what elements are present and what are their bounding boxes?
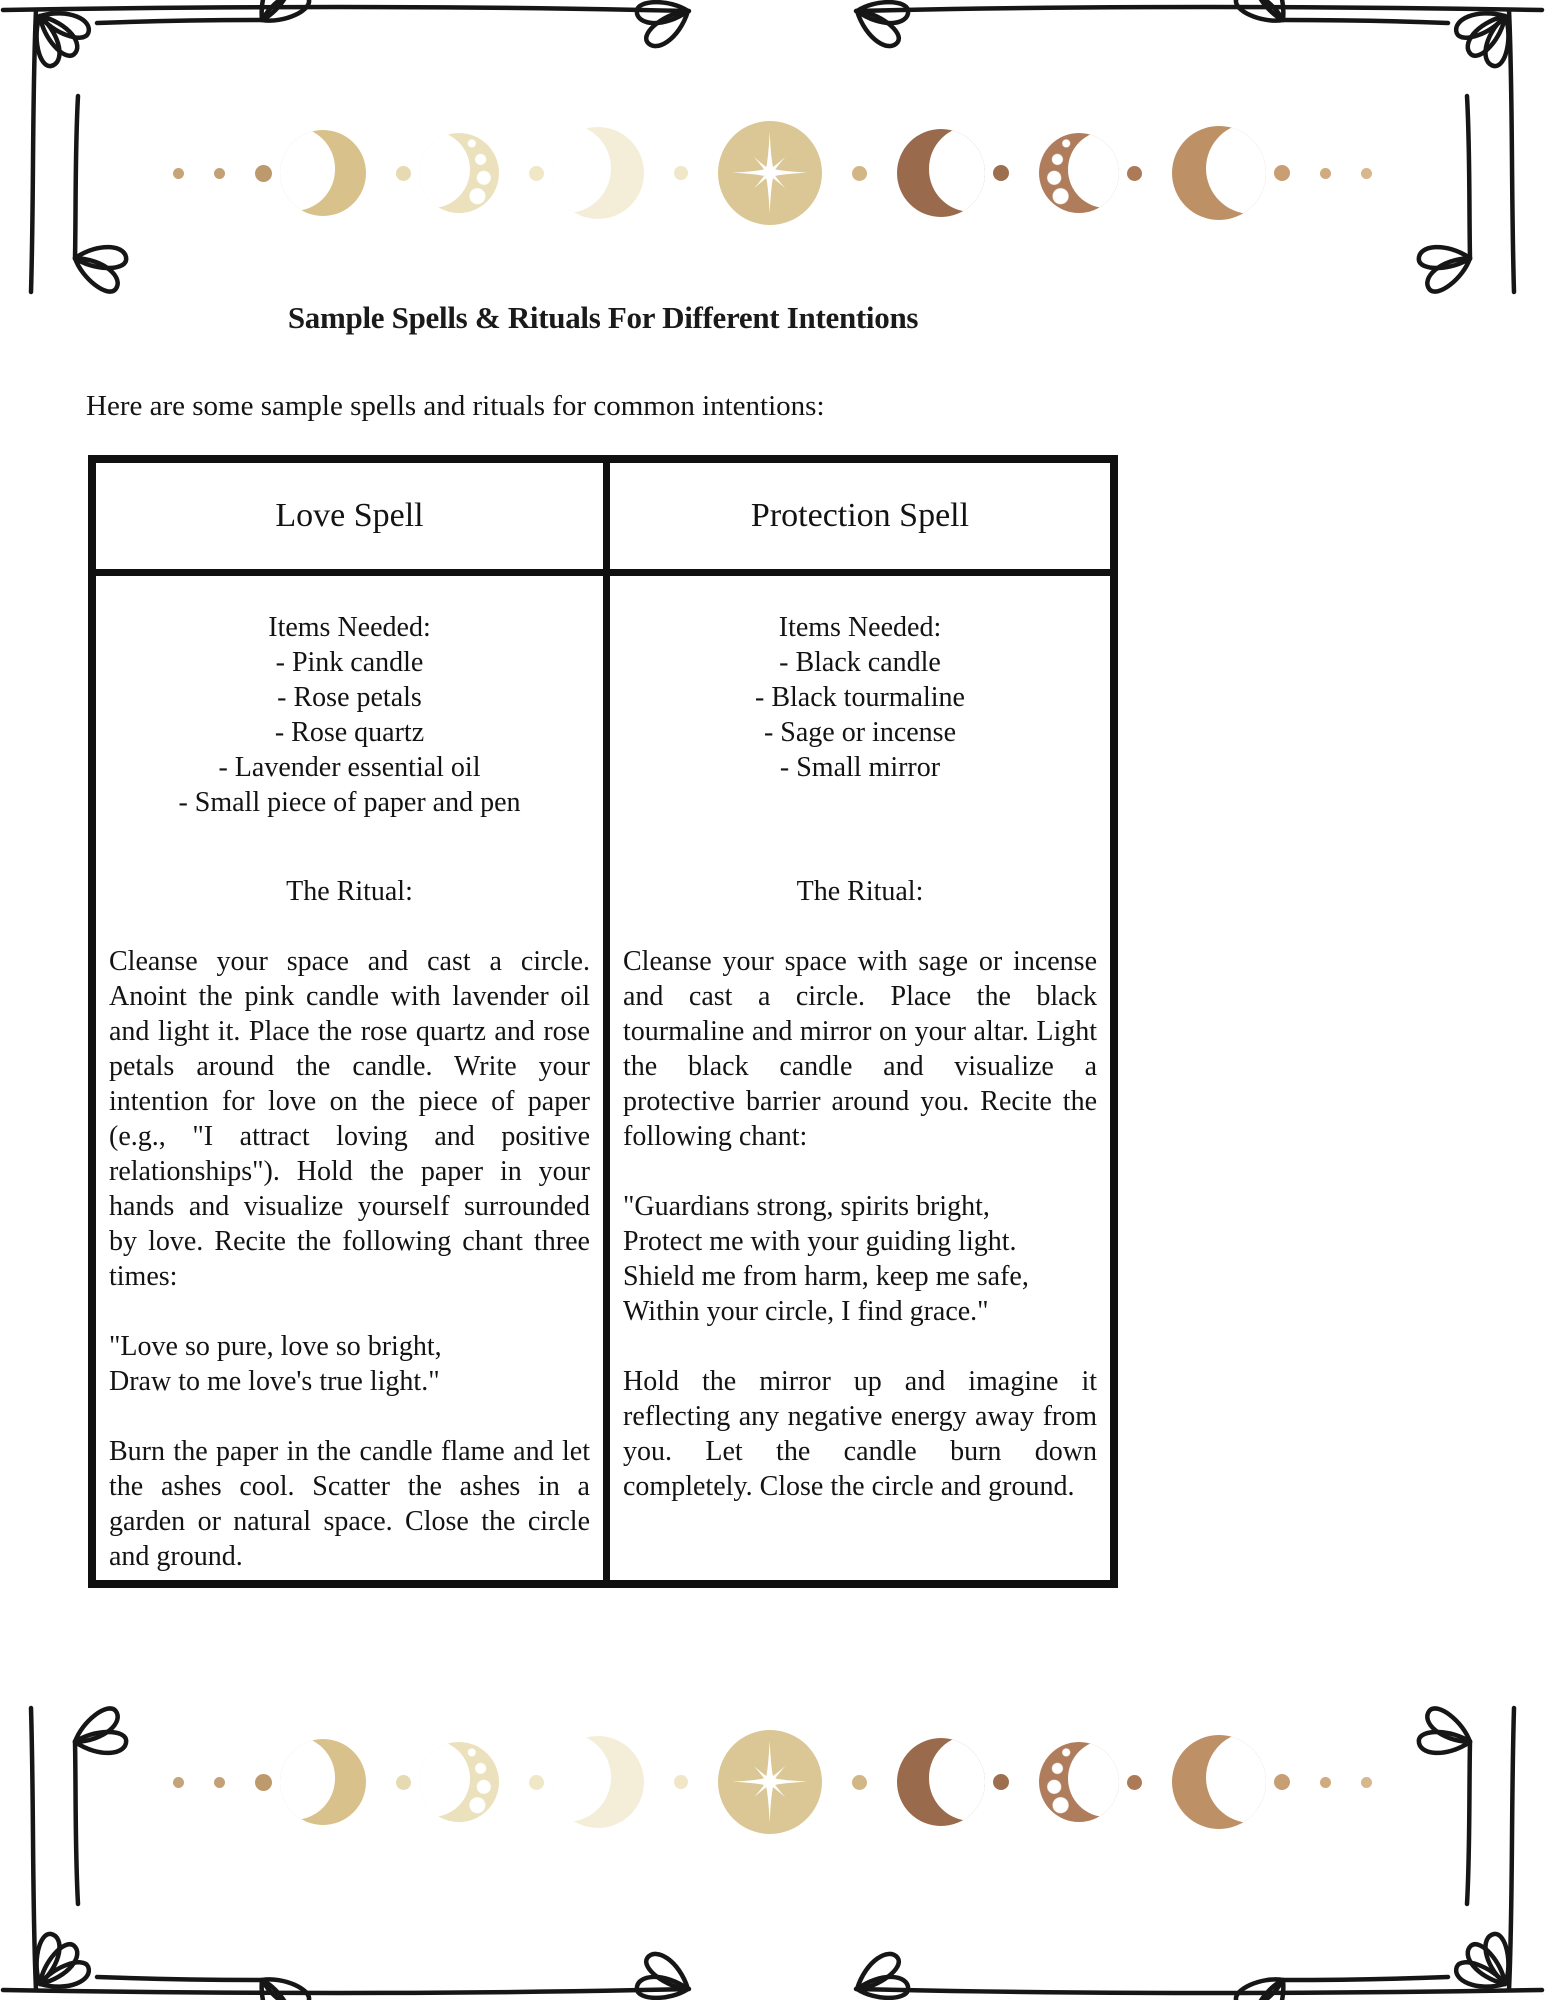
items-needed-title: Items Needed: bbox=[778, 612, 942, 643]
dot-medium-icon bbox=[1274, 1774, 1290, 1790]
dot-medium-icon bbox=[1127, 166, 1142, 181]
dot-small-icon bbox=[1320, 168, 1331, 179]
ritual-paragraph: Burn the paper in the candle flame and let the ashes cool. Scatter the ashes in a garden or natural space. Close the circle and ground. bbox=[109, 1436, 590, 1572]
full-moon-with-star-icon bbox=[718, 121, 822, 225]
items-needed-block bbox=[623, 610, 1097, 874]
item: - Black tourmaline bbox=[755, 682, 965, 713]
love-spell-cell bbox=[96, 576, 603, 1580]
ritual-title: The Ritual: bbox=[796, 876, 924, 907]
waning-crescent-moon-icon bbox=[1172, 1735, 1266, 1829]
dot-medium-icon bbox=[852, 1775, 867, 1790]
intro-text: Here are some sample spells and rituals for common intentions: bbox=[86, 390, 825, 422]
item: - Pink candle bbox=[275, 647, 424, 678]
ritual-paragraph: Cleanse your space and cast a circle. Anoint the pink candle with lavender oil and light it. Place the rose quartz and rose petals around the candle. Write your intention for love on the piece of paper (e.g., "I attract loving and positive relationships"). Hold the paper in your hands and visualize yourself surrounded by love. Recite the following chant three times: bbox=[109, 946, 590, 1292]
item: - Rose petals bbox=[277, 682, 422, 713]
dotted-crescent-moon-icon bbox=[1039, 1742, 1119, 1822]
chant-block bbox=[109, 1329, 590, 1399]
dot-medium-icon bbox=[674, 1775, 688, 1789]
moon-phases-top bbox=[0, 98, 1545, 248]
dot-medium-icon bbox=[396, 166, 411, 181]
dot-medium-icon bbox=[396, 1775, 411, 1790]
dot-medium-icon bbox=[993, 1774, 1009, 1790]
items-needed-title: Items Needed: bbox=[268, 612, 431, 643]
chant-block bbox=[623, 1189, 1097, 1329]
dot-medium-icon bbox=[1127, 1775, 1142, 1790]
waxing-crescent-moon-icon bbox=[552, 127, 644, 219]
full-moon-with-star-icon bbox=[718, 1730, 822, 1834]
dotted-crescent-moon-icon bbox=[1039, 133, 1119, 213]
dot-small-icon bbox=[1361, 168, 1372, 179]
waning-crescent-moon-icon bbox=[897, 129, 985, 217]
dotted-crescent-moon-icon bbox=[419, 1742, 499, 1822]
chant-line: "Love so pure, love so bright, bbox=[109, 1331, 442, 1362]
ritual-paragraph: Cleanse your space with sage or incense and cast a circle. Place the black tourmaline and mirror on your altar. Light the black candle and visualize a protective barrier around you. Recite the following chant: bbox=[623, 946, 1097, 1152]
item: - Small mirror bbox=[779, 752, 941, 783]
chant-line: Draw to me love's true light." bbox=[109, 1366, 440, 1397]
page-title: Sample Spells & Rituals For Different Intentions bbox=[287, 300, 919, 335]
column-header-love-spell: Love Spell bbox=[96, 463, 603, 576]
chant-line: "Guardians strong, spirits bright, bbox=[623, 1191, 990, 1222]
dot-small-icon bbox=[1361, 1777, 1372, 1788]
dot-small-icon bbox=[1320, 1777, 1331, 1788]
waxing-crescent-moon-icon bbox=[280, 130, 366, 216]
item: - Rose quartz bbox=[274, 717, 425, 748]
chant-line: Shield me from harm, keep me safe, bbox=[623, 1261, 1029, 1292]
dotted-crescent-moon-icon bbox=[419, 133, 499, 213]
dot-small-icon bbox=[173, 1777, 184, 1788]
dot-small-icon bbox=[173, 168, 184, 179]
dot-medium-icon bbox=[529, 166, 544, 181]
protection-spell-cell bbox=[603, 576, 1110, 1580]
dot-medium-icon bbox=[255, 1774, 272, 1791]
item: - Lavender essential oil bbox=[218, 752, 481, 783]
dot-medium-icon bbox=[255, 165, 272, 182]
dot-medium-icon bbox=[529, 1775, 544, 1790]
moon-phases-bottom bbox=[0, 1707, 1545, 1857]
chant-line: Protect me with your guiding light. bbox=[623, 1226, 1017, 1257]
chant-line: Within your circle, I find grace." bbox=[623, 1296, 989, 1327]
dot-small-icon bbox=[214, 1777, 225, 1788]
dot-medium-icon bbox=[852, 166, 867, 181]
spell-table bbox=[88, 455, 1118, 1588]
dot-medium-icon bbox=[993, 165, 1009, 181]
item: - Small piece of paper and pen bbox=[178, 787, 521, 818]
ritual-title: The Ritual: bbox=[286, 876, 413, 907]
item: - Black candle bbox=[779, 647, 941, 678]
waxing-crescent-moon-icon bbox=[552, 1736, 644, 1828]
ritual-paragraph: Hold the mirror up and imagine it reflecting any negative energy away from you. Let the candle burn down completely. Close the circle and ground. bbox=[623, 1366, 1097, 1502]
waning-crescent-moon-icon bbox=[1172, 126, 1266, 220]
waxing-crescent-moon-icon bbox=[280, 1739, 366, 1825]
column-header-protection-spell: Protection Spell bbox=[603, 463, 1110, 576]
dot-medium-icon bbox=[674, 166, 688, 180]
item: - Sage or incense bbox=[763, 717, 957, 748]
dot-medium-icon bbox=[1274, 165, 1290, 181]
items-needed-block bbox=[109, 610, 590, 874]
dot-small-icon bbox=[214, 168, 225, 179]
waning-crescent-moon-icon bbox=[897, 1738, 985, 1826]
